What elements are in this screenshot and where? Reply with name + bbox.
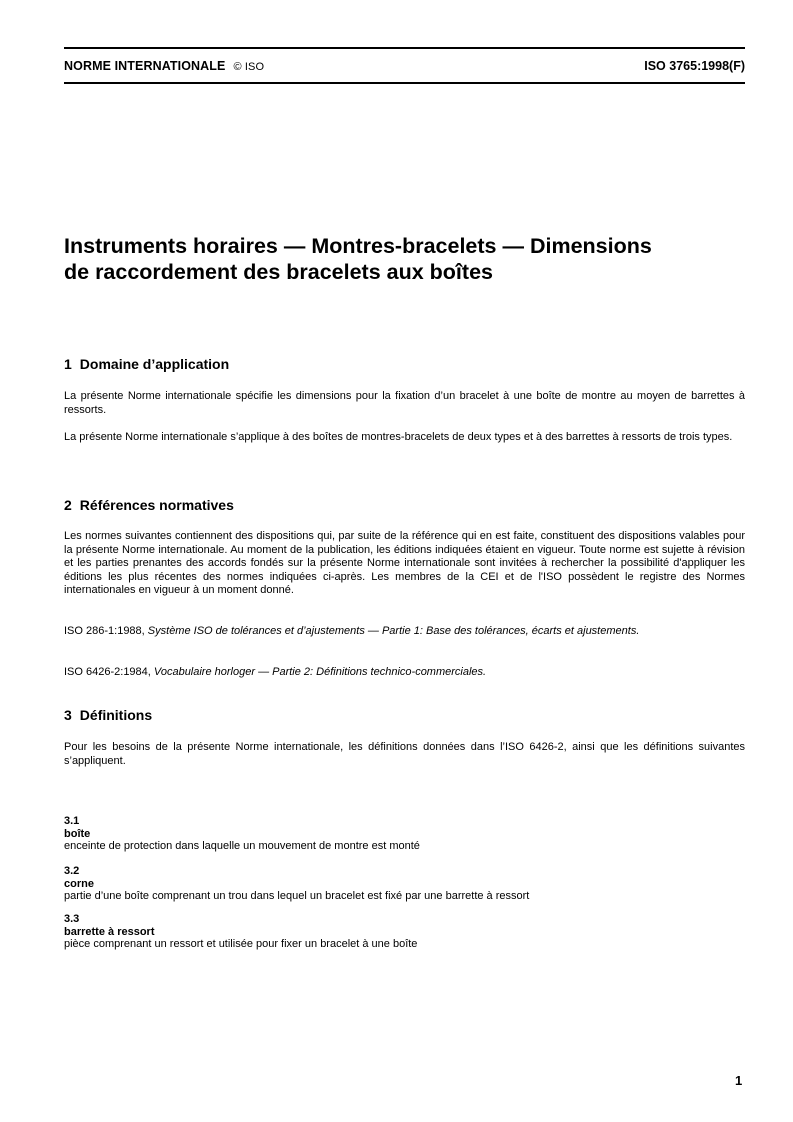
definition-term: barrette à ressort: [64, 925, 155, 938]
definition-term: corne: [64, 877, 94, 890]
definition-text: partie d’une boîte comprenant un trou dans lequel un bracelet est fixé par une barrette à ressort: [64, 890, 530, 902]
definition-number: 3.2: [64, 865, 80, 877]
header-copyright: © ISO: [233, 61, 265, 73]
title-line-2: de raccordement des bracelets aux boîtes: [64, 260, 493, 284]
reference-iso-286-1: [64, 625, 745, 639]
definition-term: boîte: [64, 827, 91, 840]
header-top-rule: [64, 47, 745, 49]
definition-text: enceinte de protection dans laquelle un mouvement de montre est monté: [64, 840, 420, 852]
section-2-heading: [64, 497, 234, 513]
reference-title: Vocabulaire horloger — Partie 2: Définitions technico-commerciales.: [153, 666, 487, 678]
definition-text: pièce comprenant un ressort et utilisée pour fixer un bracelet à une boîte: [64, 938, 418, 950]
section-3-paragraph-1: Pour les besoins de la présente Norme internationale, les définitions données dans l’ISO 6426-2, ainsi que les définitions suivantes s’appliquent.: [64, 741, 745, 767]
definition-number: 3.3: [64, 913, 80, 925]
page-header: [64, 56, 745, 76]
reference-id: ISO 6426-2:1984,: [64, 666, 151, 678]
section-1-paragraph-1: La présente Norme internationale spécifie les dimensions pour la fixation d’un bracelet à une boîte de montre au moyen de barrettes à ressorts.: [64, 390, 745, 416]
section-title: Domaine d’application: [79, 356, 230, 372]
definition-number: 3.1: [64, 815, 80, 827]
reference-id: ISO 286-1:1988,: [64, 625, 145, 637]
section-1-paragraph-2: La présente Norme internationale s’applique à des boîtes de montres-bracelets de deux types et à des barrettes à ressorts de trois types.: [64, 431, 733, 443]
definition-3-1: [64, 815, 745, 853]
section-title: Définitions: [79, 707, 153, 723]
header-standard-type: NORME INTERNATIONALE: [64, 59, 226, 73]
header-doc-id: ISO 3765:1998(F): [644, 59, 745, 73]
title-line-1: Instruments horaires — Montres-bracelets — Dimensions: [64, 234, 652, 258]
section-1-heading: [64, 356, 229, 372]
header-bottom-rule: [64, 82, 745, 84]
header-left: [64, 59, 264, 73]
definition-3-3: [64, 913, 745, 951]
section-number: 1: [64, 356, 72, 372]
reference-title: Système ISO de tolérances et d’ajustements — Partie 1: Base des tolérances, écarts et ajustements.: [147, 625, 640, 637]
reference-iso-6426-2: [64, 666, 745, 680]
section-3-heading: [64, 707, 152, 723]
section-number: 3: [64, 707, 72, 723]
document-title: [64, 233, 745, 285]
section-title: Références normatives: [79, 497, 234, 513]
definition-3-2: [64, 865, 745, 903]
page-number: 1: [735, 1073, 743, 1088]
section-2-paragraph-1: Les normes suivantes contiennent des dispositions qui, par suite de la référence qui en est faite, constituent des dispositions valables pour la présente Norme internationale. Au moment de la publication, les éditions indiquées étaient en vigueur. Toute norme est sujette à révision et les parties prenantes des accords fondés sur la présente Norme internationale sont invitées à rechercher la possibilité d'appliquer les éditions les plus récentes des normes indiquées ci-après. Les membres de la CEI et de l'ISO possèdent le registre des Normes internationales en vigueur à un moment donné.: [64, 530, 745, 596]
section-number: 2: [64, 497, 72, 513]
